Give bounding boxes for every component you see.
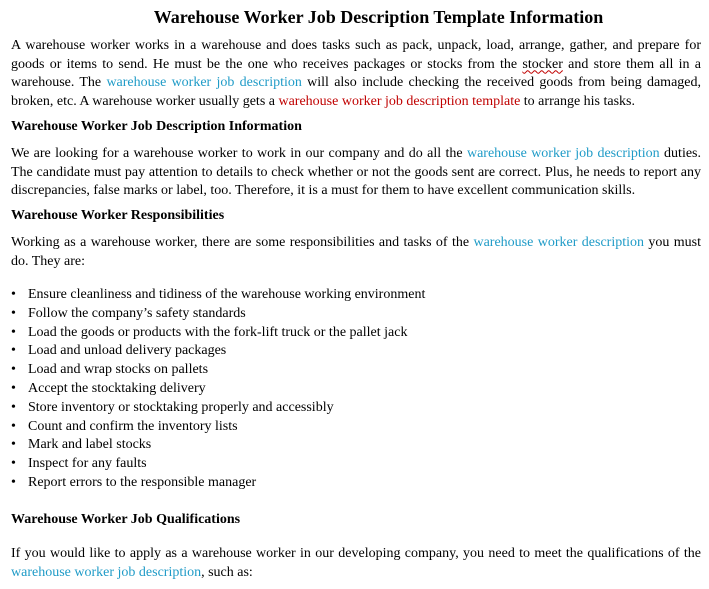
section-heading-responsibilities: Warehouse Worker Responsibilities <box>11 208 225 223</box>
spellcheck-word: stocker <box>522 56 563 72</box>
list-item: • Load and wrap stocks on pallets <box>11 361 425 380</box>
intro-text-4: to arrange his tasks. <box>520 93 635 109</box>
job-description-link-2[interactable]: warehouse worker job description <box>466 146 660 161</box>
job-description-template-link[interactable]: warehouse worker job description template <box>278 93 521 109</box>
information-paragraph <box>11 145 701 201</box>
list-item: • Follow the company’s safety standards <box>11 305 425 324</box>
bullet-icon: • <box>11 287 16 302</box>
qualifications-paragraph <box>11 545 701 582</box>
page-title: Warehouse Worker Job Description Template Information <box>153 7 604 27</box>
bullet-icon: • <box>11 456 16 472</box>
bullet-icon: • <box>11 380 16 396</box>
qualifications-text-1: If you would like to apply as a warehouse worker in our developing company, you need to meet the qualifications of the <box>11 546 701 561</box>
bullet-icon: • <box>11 305 16 321</box>
bullet-icon: • <box>11 362 16 378</box>
job-description-link[interactable]: warehouse worker job description <box>106 75 302 90</box>
bullet-icon: • <box>11 343 16 359</box>
intro-text-2: and store them all in a warehouse. The <box>11 56 701 90</box>
bullet-icon: • <box>11 324 16 340</box>
list-item: • Accept the stocktaking delivery <box>11 380 425 399</box>
list-item: • Mark and label stocks <box>11 436 425 455</box>
list-item: • Load the goods or products with the fork-lift truck or the pallet jack <box>11 324 425 343</box>
job-description-link-3[interactable]: warehouse worker job description <box>11 564 202 580</box>
responsibilities-text-1: Working as a warehouse worker, there are some responsibilities and tasks of the <box>11 235 474 250</box>
intro-text-1: A warehouse worker works in a warehouse and does tasks such as pack, unpack, load, arrange, gather, and prepare for goods or items to send. He must be the one who receives packages or stocks from the <box>11 38 701 72</box>
list-item: • Store inventory or stocktaking properly and accessibly <box>11 399 425 418</box>
list-item: • Load and unload delivery packages <box>11 342 425 361</box>
intro-paragraph <box>11 37 701 111</box>
bullet-icon: • <box>11 399 16 415</box>
responsibilities-list <box>11 286 425 493</box>
section-heading-qualifications: Warehouse Worker Job Qualifications <box>11 512 241 527</box>
list-item: • Count and confirm the inventory lists <box>11 418 425 437</box>
bullet-icon: • <box>11 474 16 490</box>
worker-description-link[interactable]: warehouse worker description <box>473 235 644 250</box>
bullet-icon: • <box>11 418 16 434</box>
list-item: • Ensure cleanliness and tidiness of the warehouse working environment <box>11 286 425 305</box>
responsibilities-paragraph <box>11 234 701 271</box>
bullet-icon: • <box>11 437 16 453</box>
list-item: • Report errors to the responsible manager <box>11 474 425 493</box>
information-text-2: duties. The candidate must pay attention to details to check whether or not the goods sent are correct. Plus, he needs to report any discrepancies, false marks or label, too. Therefore, it is a must for them to have excellent communication skills. <box>11 146 701 198</box>
responsibilities-text-2: you must do. They are: <box>11 235 702 269</box>
section-heading-information: Warehouse Worker Job Description Information <box>11 119 302 134</box>
information-text-1: We are looking for a warehouse worker to work in our company and do all the <box>11 146 467 161</box>
qualifications-text-2: , such as: <box>201 564 253 580</box>
list-item: • Inspect for any faults <box>11 455 425 474</box>
intro-text-3: will also include checking the received goods from being damaged, broken, etc. A warehouse worker usually gets a <box>11 75 702 109</box>
